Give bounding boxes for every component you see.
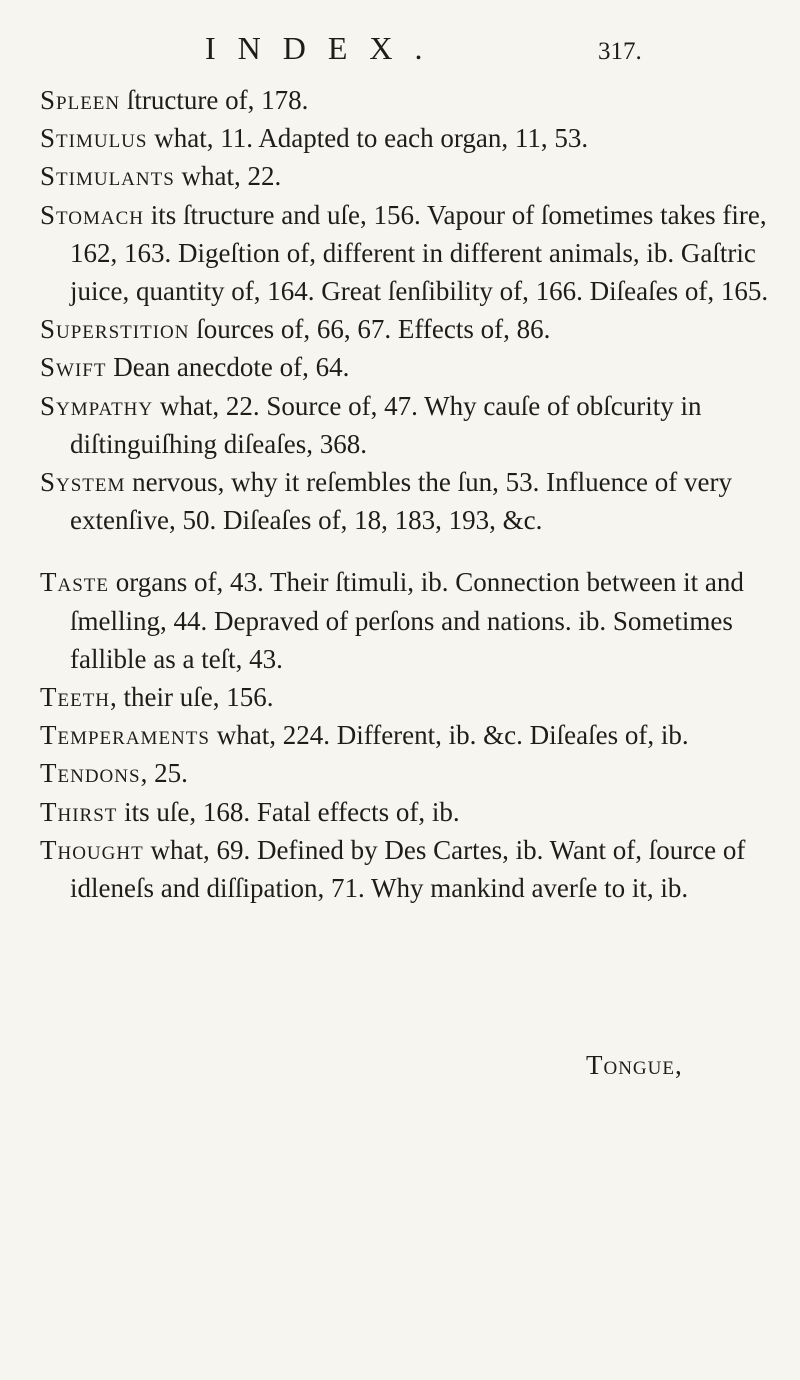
entry-text: what, 11. Adapted to each organ, 11, 53. [147, 123, 589, 154]
entry-text: ſources of, 66, 67. Effects of, 86. [189, 314, 551, 345]
index-entry-tendons [40, 754, 775, 792]
entry-heading: System [40, 467, 126, 498]
entry-text: what, 22. [174, 161, 282, 192]
index-entry-thirst [40, 793, 775, 831]
entry-text: its ſtructure and uſe, 156. Vapour of ſometimes takes fire, 162, 163. Digeſtion of, different in different animals, ib. Gaſtric juice, quantity of, 164. Great ſenſibility of, 166. Diſeaſes of, 165. [70, 199, 769, 307]
entry-heading: Taste [40, 567, 109, 598]
entry-heading: Superstition [40, 314, 190, 345]
page-title: INDEX. [205, 30, 445, 66]
index-entries [40, 81, 775, 907]
index-entry-superstition [40, 310, 775, 348]
entry-heading: Stimulants [40, 161, 175, 192]
entry-heading: Swift [40, 352, 107, 383]
index-entry-sympathy [40, 387, 775, 463]
entry-text: ſtructure of, 178. [120, 85, 309, 115]
index-entry-thought [40, 831, 775, 907]
entry-text: Dean anecdote of, 64. [106, 352, 350, 383]
entry-heading: Sympathy [40, 390, 154, 421]
entry-heading: Stimulus [40, 123, 148, 154]
index-entry-stomach [40, 196, 775, 311]
index-entry-stimulants [40, 157, 775, 195]
entry-heading: Teeth [40, 682, 111, 713]
entry-heading: Tendons [40, 758, 141, 789]
entry-text: , 25. [140, 758, 188, 789]
index-entry-teeth [40, 678, 775, 716]
entry-text: what, 22. Source of, 47. Why cauſe of obſcurity in diſtinguiſhing diſeaſes, 368. [70, 390, 702, 459]
entry-heading: Thirst [40, 796, 118, 827]
index-entry-taste [40, 563, 775, 678]
entry-text: nervous, why it reſembles the ſun, 53. Influence of very extenſive, 50. Diſeaſes of, 18, 183, 193, &c. [70, 467, 732, 536]
page-number: 317. [598, 38, 642, 65]
index-entry-swift [40, 348, 775, 386]
catchword: Tongue, [586, 1050, 683, 1080]
entry-heading: Thought [40, 834, 144, 865]
page-header [0, 28, 800, 68]
entry-text: , their uſe, 156. [110, 682, 274, 713]
entry-text: organs of, 43. Their ſtimuli, ib. Connection between it and ſmelling, 44. Depraved of perſons and nations. ib. Sometimes fallible as a teſt, 43. [70, 567, 744, 674]
entry-text: what, 224. Different, ib. &c. Diſeaſes of, ib. [209, 720, 689, 751]
index-entry-stimulus [40, 119, 775, 157]
entry-heading: Temperaments [40, 720, 210, 751]
index-entry-temperaments [40, 716, 775, 754]
entry-text: its uſe, 168. Fatal effects of, ib. [117, 796, 460, 827]
entry-text: what, 69. Defined by Des Cartes, ib. Want of, ſource of idleneſs and diſſipation, 71. Why mankind averſe to it, ib. [70, 834, 746, 904]
index-entry-spleen [40, 81, 775, 119]
entry-heading: Spleen [40, 85, 121, 115]
entry-heading: Stomach [40, 199, 145, 230]
index-entry-system [40, 463, 775, 539]
